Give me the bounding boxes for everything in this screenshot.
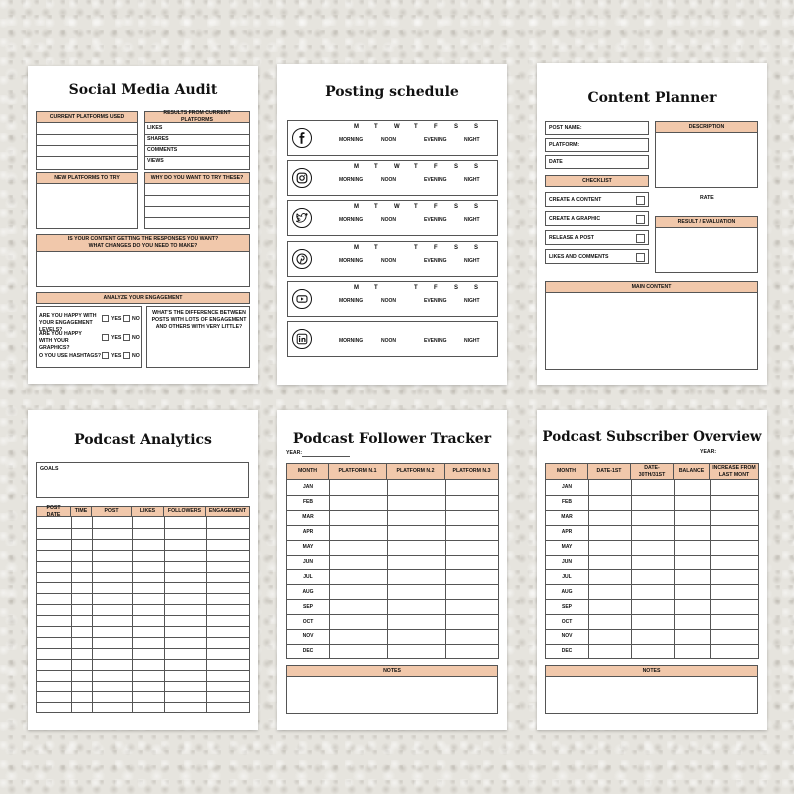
day-label: S	[454, 284, 459, 291]
month-label: JUN	[302, 558, 313, 565]
time-slot-label: MORNING	[339, 257, 364, 264]
posting-row[interactable]	[287, 241, 498, 277]
podcast-subscriber-overview-page	[537, 410, 767, 730]
time-slot-label: NOON	[381, 338, 396, 344]
page-title: Podcast Analytics	[74, 432, 212, 448]
day-label: T	[374, 204, 378, 211]
hashtags-no-checkbox[interactable]	[123, 352, 130, 359]
podcast-follower-tracker-page	[277, 410, 507, 730]
table-row[interactable]	[37, 561, 249, 562]
day-label: F	[434, 284, 438, 291]
post-name-label: POST NAME:	[549, 125, 582, 131]
table-row[interactable]	[37, 528, 249, 529]
table-row[interactable]	[37, 604, 249, 605]
notes-header: NOTES	[545, 665, 758, 677]
follower-table	[286, 463, 498, 659]
date-field[interactable]	[545, 155, 649, 169]
table-row[interactable]	[37, 648, 249, 649]
engagement-questions-box	[36, 306, 142, 368]
table-row[interactable]	[546, 584, 758, 585]
no-label: NO	[132, 335, 140, 341]
time-slot-label: NIGHT	[464, 338, 480, 344]
month-label: AUG	[302, 588, 314, 595]
checklist-item-1[interactable]	[545, 192, 649, 207]
column-divider	[710, 480, 711, 658]
column-divider	[329, 480, 330, 658]
date-label: DATE	[549, 159, 563, 165]
day-label: S	[474, 204, 479, 211]
posting-schedule-page	[277, 64, 507, 385]
checklist-checkbox[interactable]	[636, 196, 645, 205]
platform-field[interactable]	[545, 138, 649, 152]
table-row[interactable]	[37, 582, 249, 583]
main-content-box[interactable]	[545, 292, 758, 370]
table-row[interactable]	[546, 510, 758, 511]
yes-label: YES	[111, 316, 122, 322]
time-slot-label: EVENING	[424, 257, 447, 264]
table-row[interactable]	[287, 629, 498, 630]
table-row[interactable]	[546, 495, 758, 496]
month-label: OCT	[302, 618, 314, 625]
day-label: S	[474, 284, 479, 291]
day-label: S	[454, 124, 459, 130]
time-slot-label: EVENING	[424, 217, 447, 224]
checklist-item-4[interactable]	[545, 249, 649, 264]
day-label: S	[454, 244, 459, 251]
day-label: F	[434, 124, 438, 130]
result-item-likes: LIKES	[147, 125, 163, 131]
day-label: S	[454, 204, 459, 211]
column-divider	[445, 480, 446, 658]
day-label: M	[354, 124, 359, 130]
table-row[interactable]	[287, 525, 498, 526]
result-evaluation-box[interactable]	[655, 227, 758, 273]
checklist-item-3[interactable]	[545, 230, 649, 245]
goals-box[interactable]	[36, 462, 249, 498]
table-row[interactable]	[287, 495, 498, 496]
rate-label: RATE	[700, 195, 714, 201]
time-slot-label: NIGHT	[464, 297, 480, 304]
time-slot-label: EVENING	[424, 177, 447, 184]
table-row[interactable]	[546, 555, 758, 556]
table-row[interactable]	[37, 572, 249, 573]
table-body[interactable]	[545, 479, 759, 659]
engagement-question-3: O YOU USE HASHTAGS?	[39, 353, 102, 359]
month-label: MAR	[302, 514, 314, 521]
day-label: W	[394, 204, 400, 211]
analytics-table	[36, 506, 249, 712]
day-label: T	[414, 284, 418, 291]
time-slot-label: NIGHT	[464, 177, 480, 184]
month-label: JUL	[562, 573, 572, 580]
table-row[interactable]	[546, 614, 758, 615]
month-label: DEC	[561, 648, 573, 655]
page-title: Social Media Audit	[68, 82, 218, 98]
notes-header: NOTES	[286, 665, 498, 677]
month-label: SEP	[561, 603, 572, 610]
page-title: Podcast Subscriber Overview	[542, 429, 762, 445]
table-row[interactable]	[37, 691, 249, 692]
table-row[interactable]	[287, 644, 498, 645]
current-platforms-box[interactable]	[36, 122, 138, 170]
table-row[interactable]	[287, 569, 498, 570]
posting-row[interactable]	[287, 120, 498, 156]
time-slot-label: NOON	[381, 257, 396, 264]
day-label: M	[354, 244, 359, 251]
table-row[interactable]	[37, 550, 249, 551]
page-title: Posting schedule	[325, 84, 459, 100]
year-label: YEAR:	[700, 449, 717, 455]
results-box[interactable]	[144, 122, 250, 170]
notes-box[interactable]	[545, 676, 758, 714]
time-slot-label: MORNING	[339, 338, 364, 344]
column-header: ENGAGEMENT	[205, 506, 250, 517]
table-row[interactable]	[37, 637, 249, 638]
description-header: DESCRIPTION	[655, 121, 758, 133]
month-label: APR	[302, 529, 314, 536]
day-label: T	[414, 124, 418, 130]
graphics-no-checkbox[interactable]	[123, 334, 130, 341]
checklist-item-label: CREATE A CONTENT	[549, 197, 602, 203]
page-title: Content Planner	[587, 90, 717, 106]
column-divider	[71, 517, 72, 712]
new-platforms-header: NEW PLATFORMS TO TRY	[36, 172, 138, 184]
result-item-comments: COMMENTS	[147, 147, 178, 153]
engagement-question-2: ARE YOU HAPPY WITH YOUR GRAPHICS?	[39, 331, 82, 351]
day-label: S	[474, 244, 479, 251]
day-label: S	[454, 164, 459, 171]
month-label: DEC	[302, 648, 314, 655]
current-platforms-header: CURRENT PLATFORMS USED	[36, 111, 138, 123]
table-row[interactable]	[546, 599, 758, 600]
checklist-item-label: RELEASE A POST	[549, 235, 594, 241]
podcast-analytics-page	[28, 410, 258, 730]
month-label: APR	[561, 529, 573, 536]
main-content-header: MAIN CONTENT	[545, 281, 758, 293]
month-label: FEB	[303, 499, 313, 506]
hashtags-yes-checkbox[interactable]	[102, 352, 109, 359]
day-label: W	[394, 124, 400, 130]
column-divider	[588, 480, 589, 658]
social-media-audit-page	[28, 66, 258, 384]
column-divider	[631, 480, 632, 658]
time-slot-label: NIGHT	[464, 217, 480, 224]
month-label: MAY	[302, 544, 314, 551]
column-divider	[164, 517, 165, 712]
month-label: SEP	[302, 603, 313, 610]
checklist-item-label: LIKES AND COMMENTS	[549, 254, 609, 260]
yes-label: YES	[111, 335, 122, 341]
table-row[interactable]	[37, 681, 249, 682]
engagement-difference-box[interactable]	[146, 306, 250, 368]
table-body[interactable]	[286, 479, 499, 659]
day-label: F	[434, 164, 438, 171]
goals-label: GOALS	[40, 466, 59, 472]
day-label: W	[394, 164, 400, 171]
time-slot-label: NOON	[381, 297, 396, 304]
table-row[interactable]	[287, 555, 498, 556]
day-label: F	[434, 244, 438, 251]
posting-row[interactable]	[287, 200, 498, 236]
engagement-question-1: ARE YOU HAPPY WITH YOUR ENGAGEMENT LEVELS?	[39, 313, 97, 333]
column-header: PLATFORM N.1	[328, 463, 387, 480]
notes-box[interactable]	[286, 676, 498, 714]
month-label: OCT	[561, 618, 573, 625]
table-row[interactable]	[37, 659, 249, 660]
table-row[interactable]	[287, 614, 498, 615]
year-label: YEAR:	[286, 450, 303, 456]
table-row[interactable]	[546, 525, 758, 526]
table-row[interactable]	[546, 644, 758, 645]
responses-answer-box[interactable]	[36, 251, 250, 287]
checklist-checkbox[interactable]	[636, 253, 645, 262]
table-row[interactable]	[287, 510, 498, 511]
checklist-item-label: CREATE A GRAPHIC	[549, 216, 601, 222]
column-divider	[387, 480, 388, 658]
column-header: BALANCE	[673, 463, 710, 480]
yes-label: YES	[111, 353, 122, 359]
day-label: F	[434, 204, 438, 211]
posting-row[interactable]	[287, 160, 498, 196]
day-label: T	[414, 204, 418, 211]
time-slot-label: MORNING	[339, 297, 364, 304]
time-slot-label: MORNING	[339, 177, 364, 184]
column-header: PLATFORM N.3	[444, 463, 499, 480]
column-divider	[92, 517, 93, 712]
column-header: DATE-1ST	[587, 463, 631, 480]
instagram-icon	[292, 168, 312, 188]
table-row[interactable]	[37, 539, 249, 540]
result-item-shares: SHARES	[147, 136, 169, 142]
posting-row[interactable]	[287, 281, 498, 317]
youtube-icon	[292, 289, 312, 309]
month-label: JUL	[303, 573, 313, 580]
time-slot-label: NIGHT	[464, 137, 480, 143]
no-label: NO	[132, 353, 140, 359]
description-box[interactable]	[655, 132, 758, 188]
column-header: INCREASE FROM LAST MONT	[709, 463, 759, 480]
day-label: T	[374, 164, 378, 171]
month-label: AUG	[561, 588, 573, 595]
result-evaluation-header: RESULT / EVALUATION	[655, 216, 758, 228]
why-try-header: WHY DO YOU WANT TO TRY THESE?	[144, 172, 250, 184]
table-row[interactable]	[287, 540, 498, 541]
results-header: RESULTS FROM CURRENT PLATFORMS	[144, 111, 250, 123]
time-slot-label: MORNING	[339, 137, 364, 143]
column-header: MONTH	[286, 463, 329, 480]
column-divider	[674, 480, 675, 658]
month-label: NOV	[302, 633, 314, 640]
time-slot-label: NIGHT	[464, 257, 480, 264]
time-slot-label: MORNING	[339, 217, 364, 224]
engagement-difference-question: WHAT'S THE DIFFERENCE BETWEEN POSTS WITH LOTS OF ENGAGEMENT AND OTHERS WITH VERY LITTLE?	[151, 310, 247, 330]
table-row[interactable]	[37, 615, 249, 616]
checklist-checkbox[interactable]	[636, 215, 645, 224]
time-slot-label: EVENING	[424, 297, 447, 304]
column-divider	[132, 517, 133, 712]
month-label: FEB	[562, 499, 572, 506]
month-label: JAN	[561, 484, 572, 491]
table-row[interactable]	[37, 670, 249, 671]
checklist-item-2[interactable]	[545, 211, 649, 226]
page-title: Podcast Follower Tracker	[292, 431, 492, 447]
day-label: T	[374, 124, 378, 130]
time-slot-label: NOON	[381, 217, 396, 224]
graphics-yes-checkbox[interactable]	[102, 334, 109, 341]
month-label: MAR	[561, 514, 573, 521]
day-label: T	[414, 164, 418, 171]
month-label: JUN	[561, 558, 572, 565]
table-row[interactable]	[37, 702, 249, 703]
column-header: POST	[91, 506, 132, 517]
time-slot-label: EVENING	[424, 137, 447, 143]
day-label: T	[374, 244, 378, 251]
column-divider	[206, 517, 207, 712]
column-header: PLATFORM N.2	[386, 463, 445, 480]
year-line[interactable]	[302, 456, 350, 457]
no-label: NO	[132, 316, 140, 322]
facebook-icon	[292, 128, 312, 148]
analyze-engagement-header: ANALYZE YOUR ENGAGEMENT	[36, 292, 250, 304]
time-slot-label: EVENING	[424, 338, 447, 344]
responses-question-header: IS YOUR CONTENT GETTING THE RESPONSES YOU WANT? WHAT CHANGES DO YOU NEED TO MAKE?	[36, 234, 250, 252]
month-label: NOV	[561, 633, 573, 640]
checklist-checkbox[interactable]	[636, 234, 645, 243]
time-slot-label: NOON	[381, 137, 396, 143]
engagement-no-checkbox[interactable]	[123, 315, 130, 322]
day-label: S	[474, 124, 479, 130]
day-label: T	[414, 244, 418, 251]
time-slot-label: NOON	[381, 177, 396, 184]
table-row[interactable]	[37, 593, 249, 594]
table-row[interactable]	[287, 584, 498, 585]
twitter-icon	[292, 208, 312, 228]
subscriber-table	[545, 463, 758, 659]
engagement-yes-checkbox[interactable]	[102, 315, 109, 322]
column-header: POST DATE	[36, 506, 71, 517]
day-label: M	[354, 164, 359, 171]
column-header: LIKES	[131, 506, 164, 517]
day-label: S	[474, 164, 479, 171]
table-row[interactable]	[546, 569, 758, 570]
column-header: MONTH	[545, 463, 588, 480]
new-platforms-box[interactable]	[36, 183, 138, 229]
result-item-views: VIEWS	[147, 158, 164, 164]
column-header: FOLLOWERS	[163, 506, 206, 517]
column-header: DATE-30TH/31ST	[630, 463, 674, 480]
table-body[interactable]	[36, 516, 250, 713]
linkedin-icon	[292, 329, 312, 349]
why-try-box[interactable]	[144, 183, 250, 229]
day-label: T	[374, 284, 378, 291]
month-label: JAN	[302, 484, 313, 491]
table-row[interactable]	[37, 626, 249, 627]
table-row[interactable]	[546, 540, 758, 541]
day-label: M	[354, 204, 359, 211]
month-label: MAY	[561, 544, 573, 551]
posting-row[interactable]	[287, 321, 498, 357]
checklist-header: CHECKLIST	[545, 175, 649, 187]
content-planner-page	[537, 63, 767, 385]
pinterest-icon	[292, 249, 312, 269]
column-header: TIME	[70, 506, 92, 517]
platform-label: PLATFORM:	[549, 142, 580, 148]
table-row[interactable]	[287, 599, 498, 600]
post-name-field[interactable]	[545, 121, 649, 135]
day-label: M	[354, 284, 359, 291]
table-row[interactable]	[546, 629, 758, 630]
